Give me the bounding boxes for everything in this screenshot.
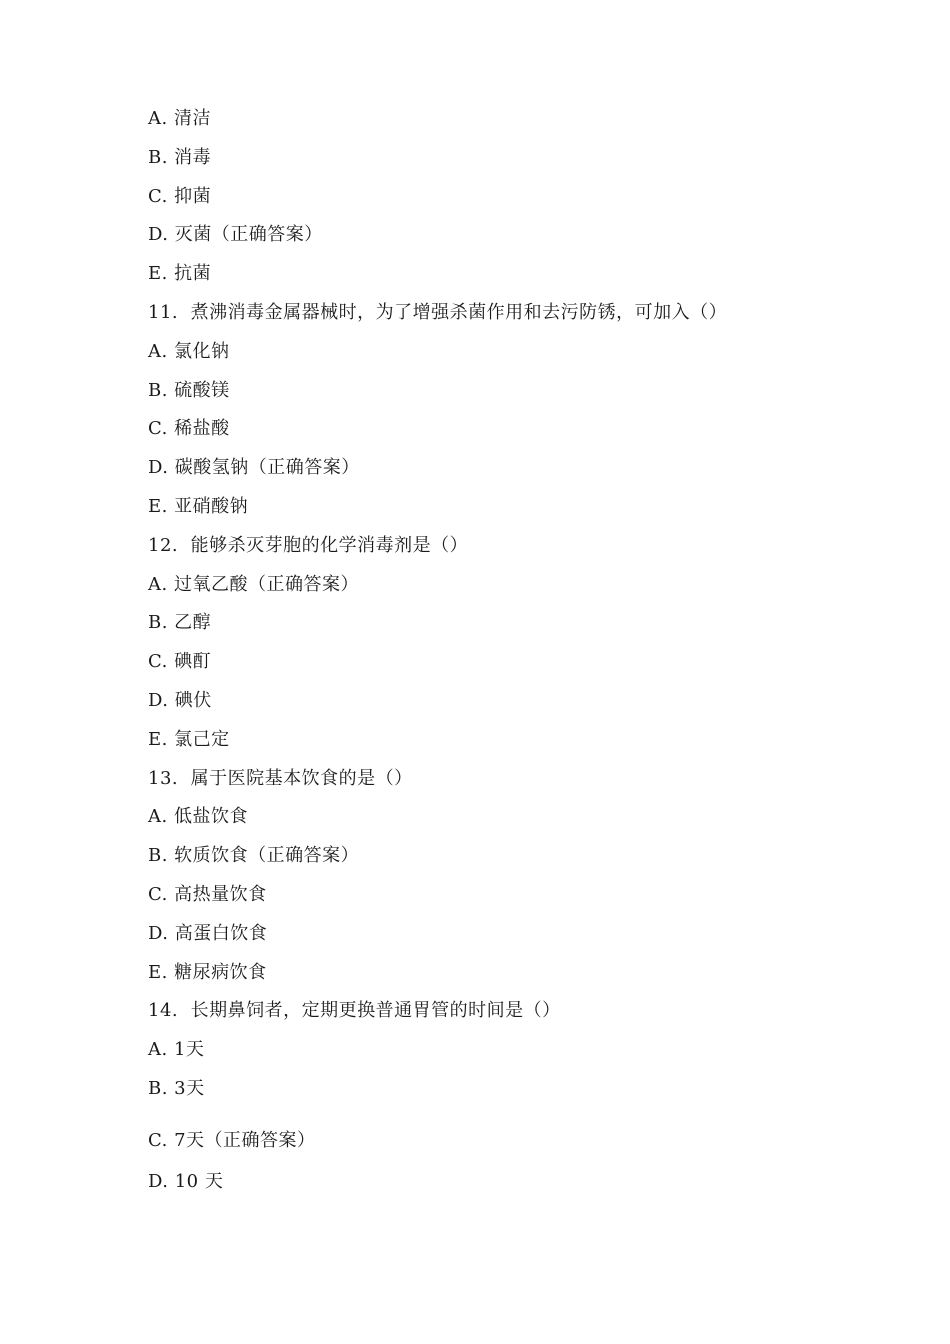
option-line: D. 高蛋白饮食: [148, 923, 268, 944]
question-line: 11. 煮沸消毒金属器械时，为了增强杀菌作用和去污防锈，可加入（）: [148, 302, 728, 323]
option-line: C. 7天（正确答案）: [148, 1130, 316, 1151]
option-line: B. 3天: [148, 1078, 205, 1099]
option-line: E. 抗菌: [148, 263, 212, 284]
question-line: 13. 属于医院基本饮食的是（）: [148, 768, 413, 789]
option-line: B. 软质饮食（正确答案）: [148, 845, 360, 866]
option-line: D. 灭菌（正确答案）: [148, 224, 323, 245]
option-line: C. 碘酊: [148, 651, 212, 672]
option-line: C. 抑菌: [148, 186, 212, 207]
option-line: B. 硫酸镁: [148, 380, 230, 401]
option-line: E. 氯己定: [148, 729, 230, 750]
question-line: 14. 长期鼻饲者，定期更换普通胃管的时间是（）: [148, 1000, 561, 1021]
option-line: A. 过氧乙酸（正确答案）: [148, 574, 359, 595]
option-line: E. 亚硝酸钠: [148, 496, 249, 517]
option-line: A. 低盐饮食: [148, 806, 248, 827]
option-line: B. 消毒: [148, 147, 212, 168]
option-line: C. 稀盐酸: [148, 418, 230, 439]
option-line: C. 高热量饮食: [148, 884, 267, 905]
option-line: A. 清洁: [148, 108, 211, 129]
question-line: 12. 能够杀灭芽胞的化学消毒剂是（）: [148, 535, 469, 556]
option-line: D. 碳酸氢钠（正确答案）: [148, 457, 360, 478]
option-line: D. 10 天: [148, 1171, 224, 1192]
option-line: E. 糖尿病饮食: [148, 962, 267, 983]
option-line: A. 1天: [148, 1039, 205, 1060]
option-line: B. 乙醇: [148, 612, 212, 633]
option-line: A. 氯化钠: [148, 341, 230, 362]
option-line: D. 碘伏: [148, 690, 212, 711]
